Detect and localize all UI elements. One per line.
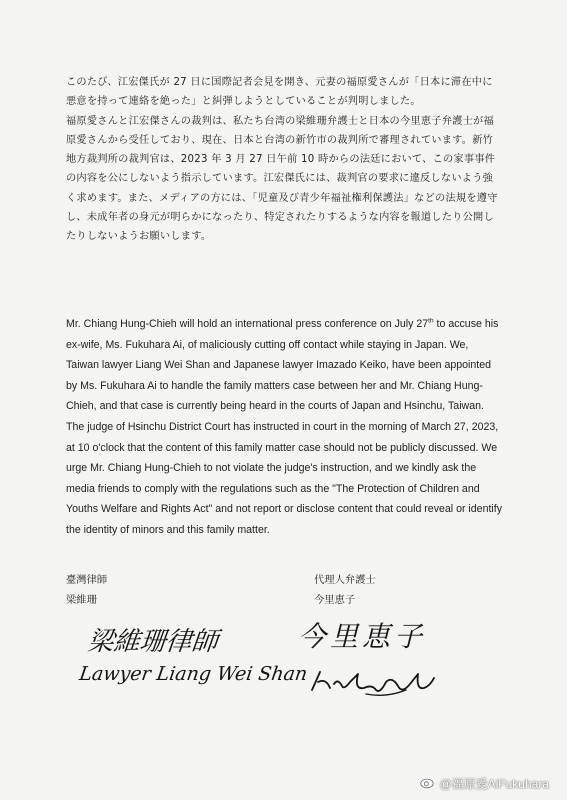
right-signer-title: 代理人弁護士 (314, 574, 376, 586)
left-signer-name: 梁維珊 (66, 594, 97, 606)
watermark-text: @福原爱AiFukuhara (439, 777, 549, 791)
svg-text:Lawyer Liang Wei Shan: Lawyer Liang Wei Shan (77, 662, 309, 685)
weibo-watermark (420, 775, 549, 792)
left-signature-en (77, 656, 309, 694)
weibo-icon (420, 775, 436, 792)
right-signer-name: 今里恵子 (314, 594, 356, 606)
en-text-start: Mr. Chiang Hung-Chieh will hold an international press conference on July 27 (66, 318, 429, 330)
svg-text:梁維珊律師: 梁維珊律師 (86, 627, 220, 657)
jp-paragraph-1: このたび、江宏傑氏が 27 日に国際記者会見を開き、元妻の福原愛さんが「日本に滞在中に悪意を持って連絡を絶った」と糾弾しようとしていることが判明しました。 (66, 77, 493, 108)
right-signer-block (314, 570, 376, 610)
en-text-rest: to accuse his ex-wife, Ms. Fukuhara Ai, of maliciously cutting off contact while staying in Japan. We, Taiwan lawyer Liang Wei Shan and Japanese lawyer Imazado Keiko, have been appointed by Ms. Fukuhara Ai to handle the family matters case between her and Mr. Chiang Hung-Chieh, and that case is currently being heard in the courts of Japan and Hsinchu, Taiwan. The judge of Hsinchu District Court has instructed in court in the morning of March 27, 2023, at 10 o'clock that the content of this family matter case should not be publicly discussed. We urge Mr. Chiang Hung-Chieh to not violate the judge's instruction, and we kindly ask the media friends to comply with the regulations such as the "The Protection of Children and Youths Welfare and Rights Act" and not report or disclose content that could reveal or identify the identity of minors and this family matter. (66, 318, 503, 536)
right-signature-latin (306, 660, 446, 708)
english-statement (66, 314, 504, 541)
jp-paragraph-2: 福原愛さんと江宏傑さんの裁判は、私たち台湾の梁維珊弁護士と日本の今里恵子弁護士が福原愛さんから受任しており、現在、日本と台湾の新竹市の裁判所で審理されています。新竹地方裁判所の裁判官は、2023 年 3 月 27 日午前 10 時からの法廷において、この家事事件の内容を公にしないよう指示しています。江宏傑氏には、裁判官の要求に違反しないよう強く求めます。また、メディアの方には、「児童及び青少年福祉権利保護法」などの法規を遵守し、未成年者の身元が明らかになったり、特定されたりするような内容を報道したり公開したりしないようお願いします。 (66, 115, 498, 243)
left-signer-title: 臺灣律師 (66, 574, 108, 586)
right-signature-jp (296, 612, 436, 660)
left-signer-block (66, 570, 107, 610)
en-ordinal-suffix: th (428, 317, 434, 325)
japanese-statement (66, 73, 502, 247)
svg-text:今里恵子: 今里恵子 (298, 620, 427, 653)
